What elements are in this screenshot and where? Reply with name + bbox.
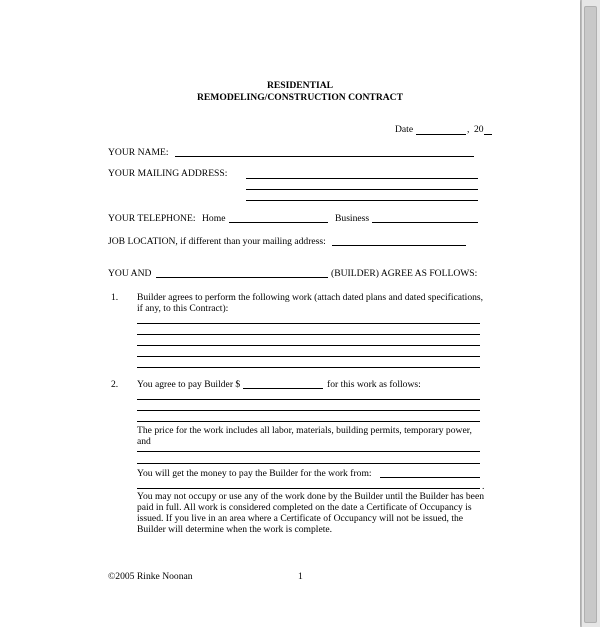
price-blank (243, 388, 323, 389)
price-includes-line-2: and (137, 436, 151, 447)
mailing-address-blank-2 (246, 189, 478, 190)
your-name-blank (175, 156, 474, 157)
work-blank-5 (137, 367, 480, 368)
occupy-line-2: paid in full. All work is considered completed on the date a Certificate of Occupancy is (137, 502, 472, 513)
date-year: 20 (474, 124, 484, 135)
occupy-line-4: Builder will determine when the work is complete. (137, 524, 333, 535)
item-2-number: 2. (111, 379, 119, 390)
job-location-blank (332, 245, 466, 246)
item-2-follows-label: for this work as follows: (327, 379, 421, 390)
price-includes-line-1: The price for the work includes all labor, materials, building permits, temporary power, (137, 425, 472, 436)
mailing-address-blank-1 (246, 178, 478, 179)
occupy-line-3: issued. If you live in an area where a Certificate of Occupancy will not be issued, the (137, 513, 464, 524)
payment-blank-3 (137, 421, 480, 422)
home-phone-blank (229, 222, 328, 223)
home-label: Home (202, 213, 226, 224)
item-1-number: 1. (111, 292, 119, 303)
your-name-label: YOUR NAME: (108, 147, 169, 158)
item-1-line-1: Builder agrees to perform the following work (attach dated plans and dated specifications, (137, 292, 484, 303)
telephone-label: YOUR TELEPHONE: (108, 213, 196, 224)
business-label: Business (335, 213, 370, 224)
work-blank-3 (137, 345, 480, 346)
scrollbar-thumb[interactable] (584, 6, 597, 623)
builder-name-blank (156, 277, 328, 278)
vertical-scrollbar[interactable] (581, 0, 600, 627)
item-2-pay-label: You agree to pay Builder $ (137, 379, 241, 390)
you-and-label: YOU AND (108, 268, 152, 279)
price-includes-blank-1 (137, 451, 480, 452)
occupy-line-1: You may not occupy or use any of the work done by the Builder until the Builder has been (137, 491, 484, 502)
money-source-blank-2 (137, 488, 480, 489)
money-source-period: . (482, 481, 485, 492)
work-blank-4 (137, 356, 480, 357)
business-phone-blank (372, 222, 478, 223)
year-blank (484, 134, 492, 135)
title-line-1: RESIDENTIAL (266, 80, 334, 91)
footer-copyright: ©2005 Rinke Noonan (108, 571, 193, 582)
work-blank-2 (137, 334, 480, 335)
payment-blank-2 (137, 410, 480, 411)
date-comma: , (467, 124, 470, 135)
builder-agree-label: (BUILDER) AGREE AS FOLLOWS: (331, 268, 478, 279)
price-includes-blank-2 (137, 463, 480, 464)
mailing-address-blank-3 (246, 200, 478, 201)
money-source-blank-1 (380, 477, 480, 478)
date-label: Date (395, 124, 414, 135)
title-line-2: REMODELING/CONSTRUCTION CONTRACT (196, 92, 404, 103)
payment-blank-1 (137, 399, 480, 400)
mailing-address-label: YOUR MAILING ADDRESS: (108, 168, 228, 179)
work-blank-1 (137, 323, 480, 324)
money-source-label: You will get the money to pay the Builder for the work from: (137, 468, 372, 479)
footer-page-number: 1 (298, 571, 303, 582)
job-location-label: JOB LOCATION, if different than your mailing address: (108, 236, 326, 247)
item-1-line-2: if any, to this Contract): (137, 303, 229, 314)
date-blank (416, 134, 466, 135)
